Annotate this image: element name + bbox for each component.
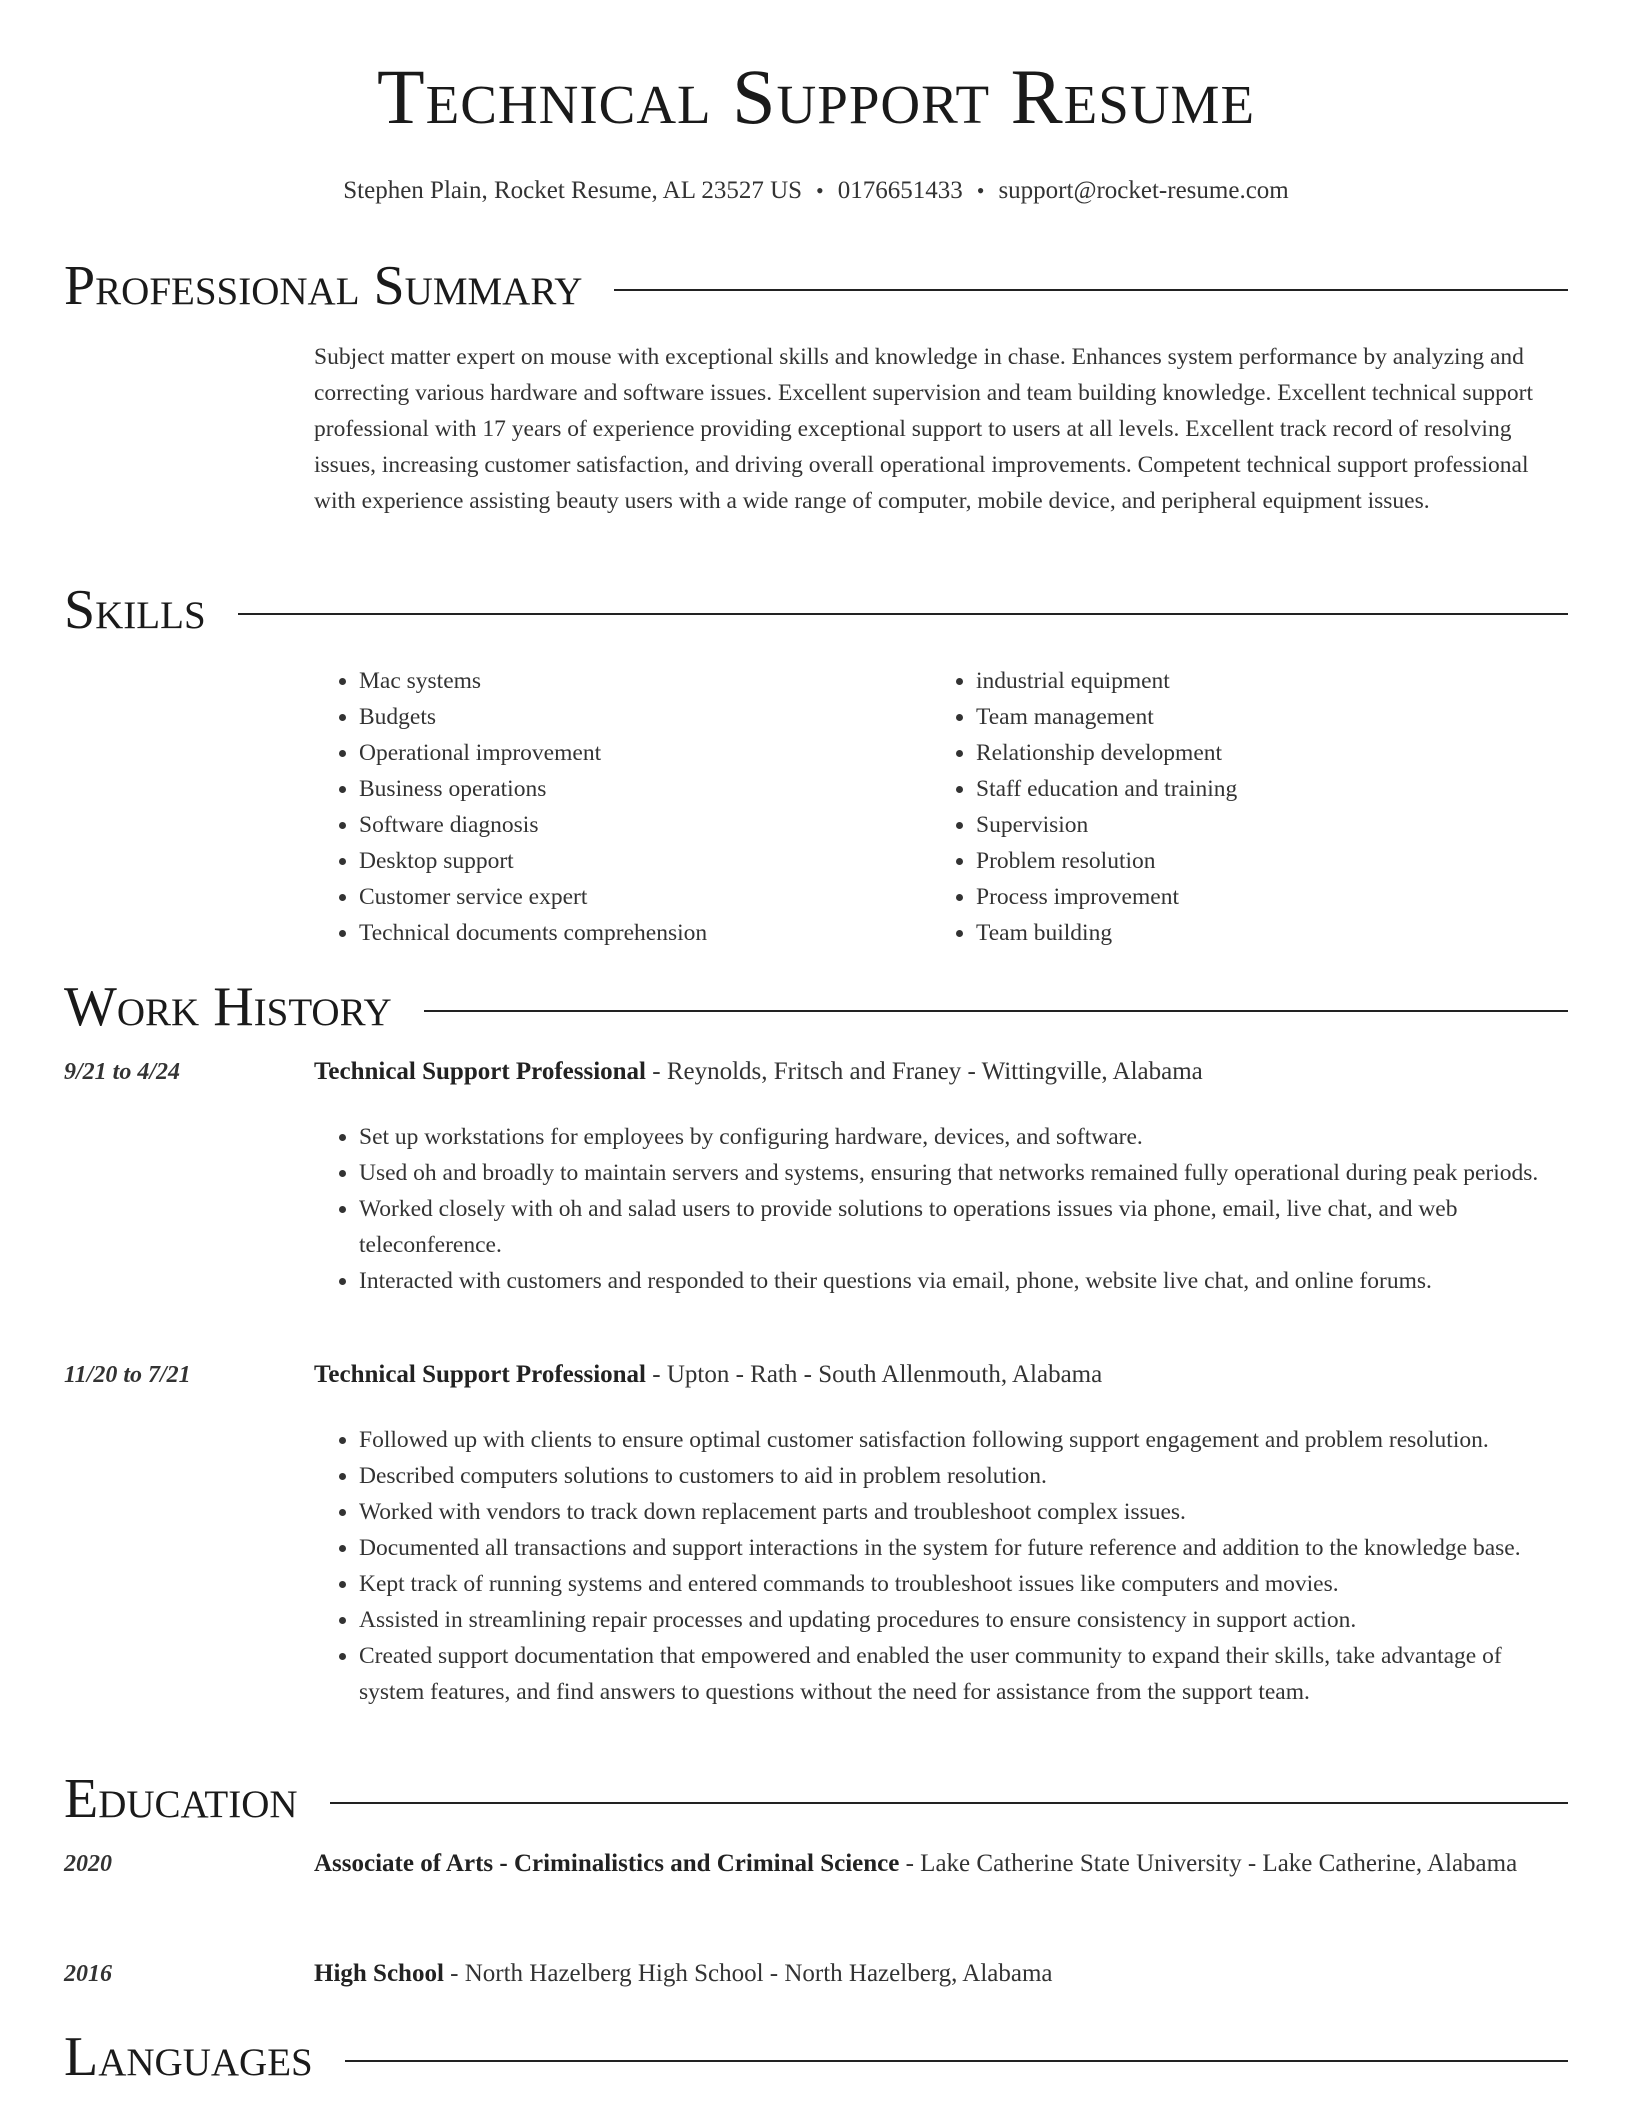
- section-header-education: [64, 1768, 1568, 1830]
- skill-item: • Team management: [976, 699, 1548, 735]
- education-school: - Lake Catherine State University - Lake Catherine, Alabama: [899, 1850, 1518, 1877]
- skill-item: • Relationship development: [976, 735, 1548, 771]
- skill-item: • Technical documents comprehension: [359, 915, 931, 951]
- job-heading: [314, 1356, 1568, 1394]
- section-title-languages: Languages: [64, 2026, 313, 2088]
- job-employer: - Upton - Rath - South Allenmouth, Alabama: [646, 1361, 1103, 1388]
- section-title-skills: Skills: [64, 579, 206, 641]
- job-bullet: • Worked closely with oh and salad users to provide solutions to operations issues via phone, email, live chat, and web teleconference.: [359, 1191, 1568, 1263]
- section-divider: [238, 613, 1568, 615]
- skill-item: • Problem resolution: [976, 843, 1548, 879]
- skill-item: • Budgets: [359, 699, 931, 735]
- job-bullet: • Worked with vendors to track down replacement parts and troubleshoot complex issues.: [359, 1494, 1568, 1530]
- contact-line: [0, 176, 1632, 206]
- education-year: 2020: [64, 1851, 112, 1877]
- job-bullet: • Described computers solutions to customers to aid in problem resolution.: [359, 1458, 1568, 1494]
- education-school: - North Hazelberg High School - North Hazelberg, Alabama: [443, 1960, 1053, 1987]
- job-title: Technical Support Professional: [314, 1361, 646, 1388]
- job-responsibilities: [314, 1422, 1568, 1710]
- skill-item: • Customer service expert: [359, 879, 931, 915]
- section-divider: [614, 289, 1568, 291]
- contact-separator: •: [976, 178, 985, 203]
- skill-item: • Supervision: [976, 807, 1548, 843]
- resume-title: Technical Support Resume: [376, 53, 1256, 140]
- skill-item: • industrial equipment: [976, 663, 1548, 699]
- skill-item: • Team building: [976, 915, 1548, 951]
- section-divider: [345, 2060, 1568, 2062]
- contact-address: Stephen Plain, Rocket Resume, AL 23527 US: [343, 177, 803, 204]
- education-year: 2016: [64, 1961, 112, 1987]
- education-entry: [314, 1955, 1568, 1993]
- job-dates: 11/20 to 7/21: [64, 1362, 191, 1388]
- job-bullet: • Documented all transactions and support interactions in the system for future reference and addition to the knowledge base.: [359, 1530, 1568, 1566]
- education-degree: Associate of Arts - Criminalistics and Criminal Science: [314, 1850, 900, 1877]
- section-header-languages: [64, 2026, 1568, 2088]
- section-title-work-history: Work History: [64, 976, 392, 1038]
- job-title: Technical Support Professional: [314, 1058, 646, 1085]
- education-degree: High School: [314, 1960, 444, 1987]
- section-divider: [330, 1802, 1568, 1804]
- skills-column-left: [314, 663, 931, 951]
- section-header-skills: [64, 579, 1568, 641]
- skill-item: • Staff education and training: [976, 771, 1548, 807]
- skills-column-right: [931, 663, 1548, 951]
- section-header-summary: [64, 255, 1568, 317]
- skill-item: • Software diagnosis: [359, 807, 931, 843]
- education-entry: [314, 1845, 1568, 1883]
- summary-text: Subject matter expert on mouse with exceptional skills and knowledge in chase. Enhances system performance by analyzing and correcting various hardware and software issues. Excellent supervision and team building knowledge. Excellent technical support professional with 17 years of experience providing exceptional support to users at all levels. Excellent track record of resolving issues, increasing customer satisfaction, and driving overall operational improvements. Competent technical support professional with experience assisting beauty users with a wide range of computer, mobile device, and peripheral equipment issues.: [314, 344, 1534, 514]
- job-employer: - Reynolds, Fritsch and Franey - Wittingville, Alabama: [646, 1058, 1203, 1085]
- skill-item: • Process improvement: [976, 879, 1548, 915]
- job-heading: [314, 1053, 1568, 1091]
- contact-email[interactable]: support@rocket-resume.com: [998, 177, 1289, 204]
- contact-separator: •: [816, 178, 824, 203]
- contact-phone: 0176651433: [837, 177, 963, 204]
- section-divider: [424, 1010, 1568, 1012]
- skill-item: • Mac systems: [359, 663, 931, 699]
- job-responsibilities: [314, 1119, 1568, 1299]
- section-header-work-history: [64, 976, 1568, 1038]
- job-bullet: • Assisted in streamlining repair processes and updating procedures to ensure consistency in support action.: [359, 1602, 1568, 1638]
- job-bullet: • Set up workstations for employees by configuring hardware, devices, and software.: [359, 1119, 1568, 1155]
- job-bullet: • Followed up with clients to ensure optimal customer satisfaction following support engagement and problem resolution.: [359, 1422, 1568, 1458]
- job-dates: 9/21 to 4/24: [64, 1059, 181, 1085]
- skill-item: • Operational improvement: [359, 735, 931, 771]
- section-title-education: Education: [64, 1768, 298, 1830]
- skills-list: [314, 663, 1568, 951]
- job-bullet: • Kept track of running systems and entered commands to troubleshoot issues like computers and movies.: [359, 1566, 1568, 1602]
- skill-item: • Desktop support: [359, 843, 931, 879]
- skill-item: • Business operations: [359, 771, 931, 807]
- job-bullet: • Created support documentation that empowered and enabled the user community to expand their skills, take advantage of system features, and find answers to questions without the need for assistance from the support team.: [359, 1638, 1568, 1710]
- job-bullet: • Used oh and broadly to maintain servers and systems, ensuring that networks remained fully operational during peak periods.: [359, 1155, 1568, 1191]
- section-title-summary: Professional Summary: [64, 255, 583, 317]
- job-bullet: • Interacted with customers and responded to their questions via email, phone, website live chat, and online forums.: [359, 1263, 1568, 1299]
